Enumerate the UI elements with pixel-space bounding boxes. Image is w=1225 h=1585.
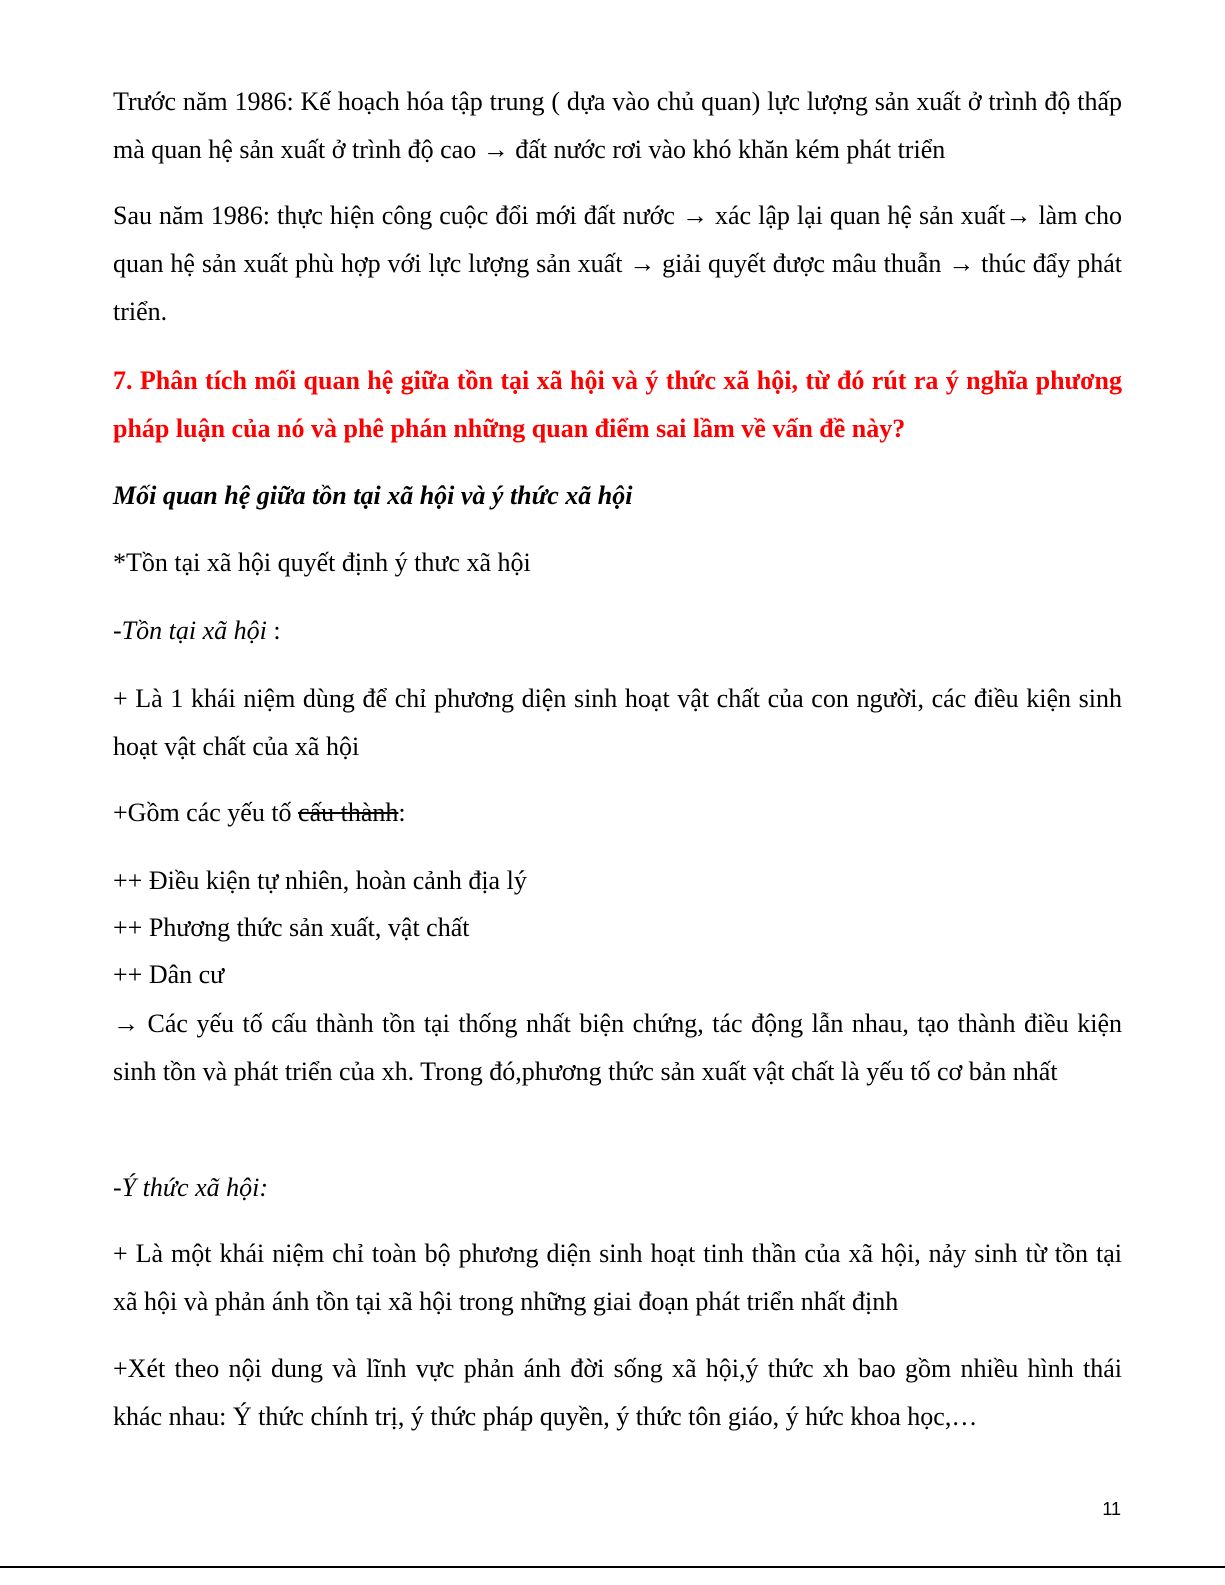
components-suffix: : [398,798,406,827]
question-heading: 7. Phân tích mối quan hệ giữa tồn tại xã hội và ý thức xã hội, từ đó rút ra ý nghĩa phương pháp luận của nó và phê phán những quan điểm sai lầm về vấn đề này? [113,366,1122,443]
ythuc-forms: +Xét theo nội dung và lĩnh vực phản ánh đời sống xã hội,ý thức xh bao gồm nhiều hình thái khác nhau: Ý thức chính trị, ý thức pháp quyền, ý thức tôn giáo, ý hức khoa học,… [113,1354,1122,1431]
tontai-label: Tồn tại xã hội [121,616,267,645]
ythuc-heading [113,1164,1122,1212]
tontai-dash: - [113,616,122,645]
tontai-colon: : [266,616,281,645]
paragraph-after-1986: Sau năm 1986: thực hiện công cuộc đổi mới đất nước → xác lập lại quan hệ sản xuất→ làm cho quan hệ sản xuất phù hợp với lực lượng sản xuất → giải quyết được mâu thuẫn → thúc đẩy phát triển. [113,201,1122,326]
tontai-heading [113,607,1122,655]
component-item-1: ++ Điều kiện tự nhiên, hoàn cảnh địa lý [113,866,527,895]
section-title: Mối quan hệ giữa tồn tại xã hội và ý thức xã hội [113,481,633,510]
components-struck-text: cấu thành [298,798,399,827]
ythuc-label: Ý thức xã hội: [121,1173,268,1202]
ythuc-definition: + Là một khái niệm chỉ toàn bộ phương diện sinh hoạt tinh thần của xã hội, nảy sinh từ tồn tại xã hội và phản ánh tồn tại xã hội trong những giai đoạn phát triển nhất định [113,1239,1122,1316]
components-conclusion: → Các yếu tố cấu thành tồn tại thống nhất biện chứng, tác động lẫn nhau, tạo thành điều kiện sinh tồn và phát triển của xh. Trong đó,phương thức sản xuất vật chất là yếu tố cơ bản nhất [113,1009,1122,1086]
component-item-2: ++ Phương thức sản xuất, vật chất [113,913,470,942]
tontai-definition: + Là 1 khái niệm dùng để chỉ phương diện sinh hoạt vật chất của con người, các điều kiện sinh hoạt vật chất của xã hội [113,684,1122,761]
components-line [113,789,1122,837]
page-number: 11 [1102,1499,1121,1519]
component-item-3: ++ Dân cư [113,960,225,989]
components-prefix: +Gồm các yếu tố [113,798,299,827]
claim-line: *Tồn tại xã hội quyết định ý thưc xã hội [113,548,531,577]
bottom-divider [0,1566,1225,1568]
ythuc-dash: - [113,1173,122,1202]
paragraph-before-1986: Trước năm 1986: Kế hoạch hóa tập trung ( dựa vào chủ quan) lực lượng sản xuất ở trình độ thấp mà quan hệ sản xuất ở trình độ cao → đất nước rơi vào khó khăn kém phát triển [113,87,1122,164]
